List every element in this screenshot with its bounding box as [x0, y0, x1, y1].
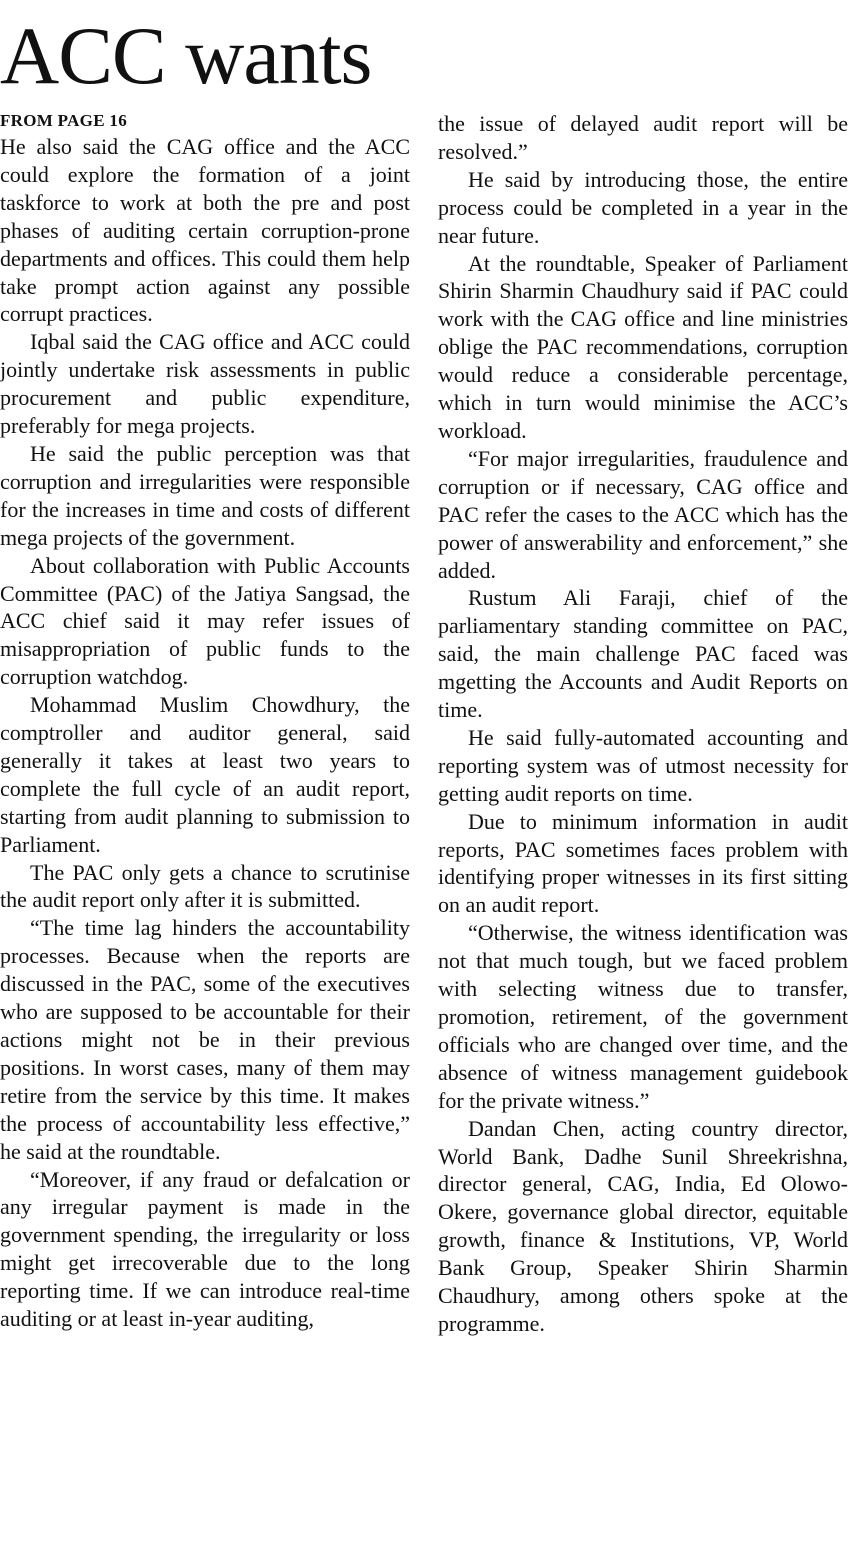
continuation-kicker: FROM PAGE 16	[0, 111, 127, 130]
paragraph: “Otherwise, the witness identification was not that much tough, but we faced problem with selecting witness due to transfer, promotion, retirement, of the government officials who are changed over time, and the absence of witness management guidebook for the private witness.”	[438, 920, 848, 1113]
paragraph: Iqbal said the CAG office and ACC could jointly undertake risk assessments in public procurement and public expenditure, preferably for mega projects.	[0, 329, 410, 439]
paragraph: He said fully-automated accounting and reporting system was of utmost necessity for getting audit reports on time.	[438, 724, 848, 806]
paragraph: About collaboration with Public Accounts Committee (PAC) of the Jatiya Sangsad, the ACC chief said it may refer issues of misappropriation of public funds to the corruption watchdog.	[0, 552, 410, 690]
paragraph: “The time lag hinders the accountability processes. Because when the reports are discussed in the PAC, some of the executives who are supposed to be accountable for their actions might not be in their previous positions. In worst cases, many of them may retire from the service by this time. It makes the process of accountability less effective,” he said at the roundtable.	[0, 915, 410, 1164]
paragraph: Due to minimum information in audit reports, PAC sometimes faces problem with identifying proper witnesses in its first sitting on an audit report.	[438, 808, 848, 918]
paragraph: He said the public perception was that corruption and irregularities were responsible for the increases in time and costs of different mega projects of the government.	[0, 440, 410, 550]
paragraph: He said by introducing those, the entire process could be completed in a year in the near future.	[438, 166, 848, 248]
left-column	[0, 110, 410, 1333]
paragraph: Rustum Ali Faraji, chief of the parliamentary standing committee on PAC, said, the main challenge PAC faced was mgetting the Accounts and Audit Reports on time.	[438, 585, 848, 723]
paragraph: “For major irregularities, fraudulence and corruption or if necessary, CAG office and PAC refer the cases to the ACC which has the power of answerability and enforcement,” she added.	[438, 445, 848, 583]
paragraph: Dandan Chen, acting country director, World Bank, Dadhe Sunil Shreekrishna, director general, CAG, India, Ed Olowo-Okere, governance global director, equitable growth, finance & Institutions, VP, World Bank Group, Speaker Shirin Sharmin Chaudhury, among others spoke at the programme.	[438, 1115, 848, 1336]
paragraph: the issue of delayed audit report will be resolved.”	[438, 111, 848, 164]
right-column	[438, 110, 848, 1338]
paragraph: “Moreover, if any fraud or defalcation or any irregular payment is made in the government spending, the irregularity or loss might get irrecoverable due to the long reporting time. If we can introduce real-time auditing or at least in-year auditing,	[0, 1166, 410, 1332]
paragraph: Mohammad Muslim Chowdhury, the comptroller and auditor general, said generally it takes at least two years to complete the full cycle of an audit report, starting from audit planning to submission to Parliament.	[0, 692, 410, 857]
headline: ACC wants	[0, 10, 372, 101]
paragraph: At the roundtable, Speaker of Parliament Shirin Sharmin Chaudhury said if PAC could work with the CAG office and line ministries oblige the PAC recommendations, corruption would reduce a considerable percentage, which in turn would minimise the ACC’s workload.	[438, 250, 848, 443]
paragraph: He also said the CAG office and the ACC could explore the formation of a joint taskforce to work at both the pre and post phases of auditing certain corruption-prone departments and offices. This could them help take prompt action against any possible corrupt practices.	[0, 134, 410, 327]
paragraph: The PAC only gets a chance to scrutinise the audit report only after it is submitted.	[0, 859, 410, 913]
